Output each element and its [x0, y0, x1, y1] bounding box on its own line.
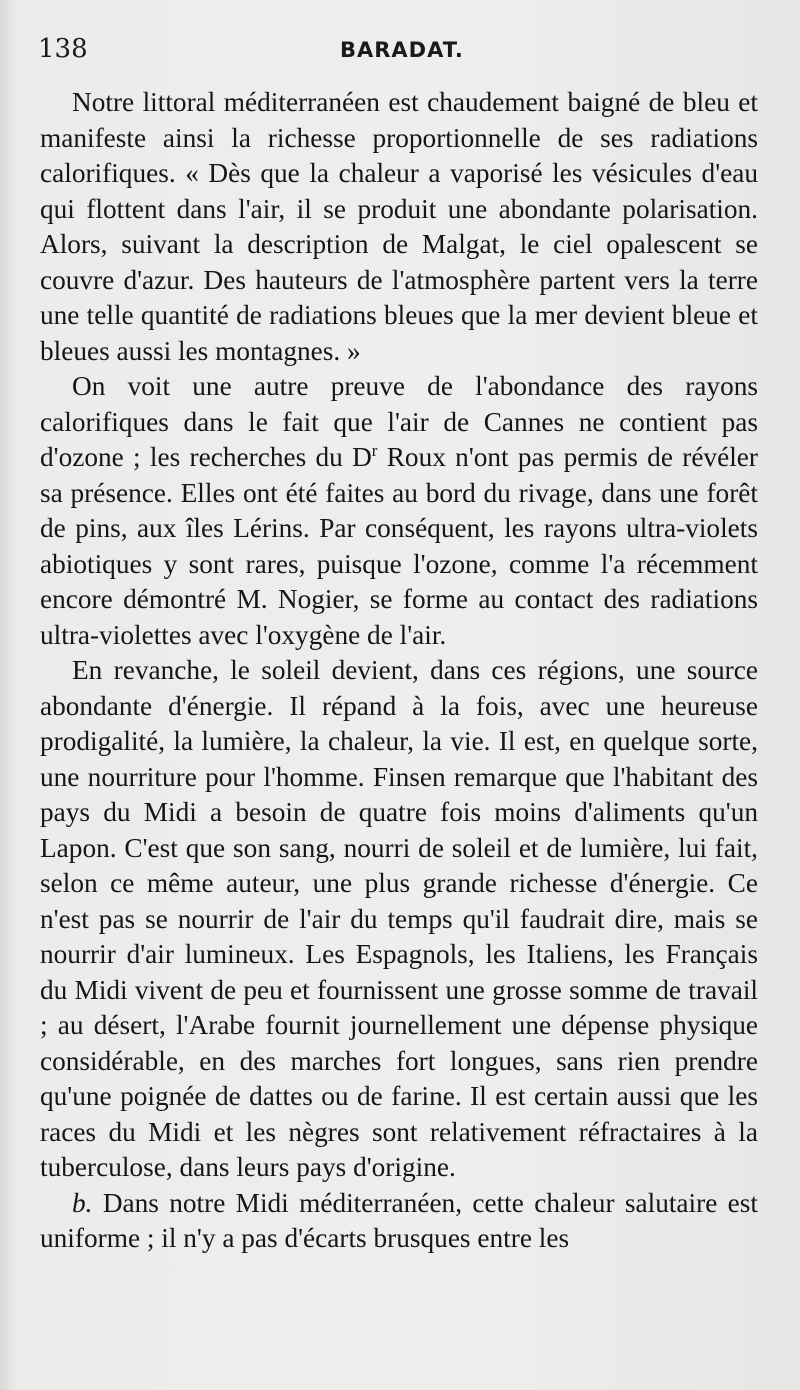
body-text: [40, 85, 758, 1257]
page-header: [38, 34, 758, 74]
paragraph-2: [40, 369, 758, 653]
doctor-abbrev-superscript: r: [371, 440, 378, 460]
paragraph-2-text-after: Roux n'ont pas permis de révéler sa présence. Elles ont été faites au bord du rivage, dans une forêt de pins, aux îles Lérins. Par conséquent, les rayons ultra-violets abiotiques y sont rares, puisque l'ozone, comme l'a récemment encore démontré M. Nogier, se forme au contact des radiations ultra-violettes avec l'oxygène de l'air.: [40, 442, 758, 650]
paragraph-4-text: Dans notre Midi méditerranéen, cette chaleur salutaire est uniforme ; il n'y a pas d'écarts brusques entre les: [40, 1187, 758, 1253]
paragraph-1: Notre littoral méditerranéen est chaudement baigné de bleu et manifeste ainsi la richesse proportionnelle de ses radiations calorifiques. « Dès que la chaleur a vaporisé les vésicules d'eau qui flottent dans l'air, il se produit une abondante polarisation. Alors, suivant la description de Malgat, le ciel opalescent se couvre d'azur. Des hauteurs de l'atmosphère partent vers la terre une telle quantité de radiations bleues que la mer devient bleue et bleues aussi les montagnes. »: [40, 87, 758, 366]
paragraph-4-label: b.: [72, 1187, 93, 1218]
running-head: BARADAT.: [340, 38, 464, 62]
paragraph-2-text-before: On voit une autre preuve de l'abondance des rayons calorifiques dans le fait que l'air de Cannes ne contient pas d'ozone ; les recherches du D: [40, 371, 758, 472]
paragraph-4: [40, 1186, 758, 1257]
paragraph-3: En revanche, le soleil devient, dans ces régions, une source abondante d'énergie. Il répand à la fois, avec une heureuse prodigalité, la lumière, la chaleur, la vie. Il est, en quelque sorte, une nourriture pour l'homme. Finsen remarque que l'habitant des pays du Midi a besoin de quatre fois moins d'aliments qu'un Lapon. C'est que son sang, nourri de soleil et de lumière, lui fait, selon ce même auteur, une plus grande richesse d'énergie. Ce n'est pas se nourrir de l'air du temps qu'il faudrait dire, mais se nourrir d'air lumineux. Les Espagnols, les Italiens, les Français du Midi vivent de peu et fournissent une grosse somme de travail ; au désert, l'Arabe fournit journellement une dépense physique considérable, en des marches fort longues, sans rien prendre qu'une poignée de dattes ou de farine. Il est certain aussi que les races du Midi et les nègres sont relativement réfractaires à la tuberculose, dans leurs pays d'origine.: [40, 655, 758, 1182]
page-number: 138: [38, 34, 88, 64]
